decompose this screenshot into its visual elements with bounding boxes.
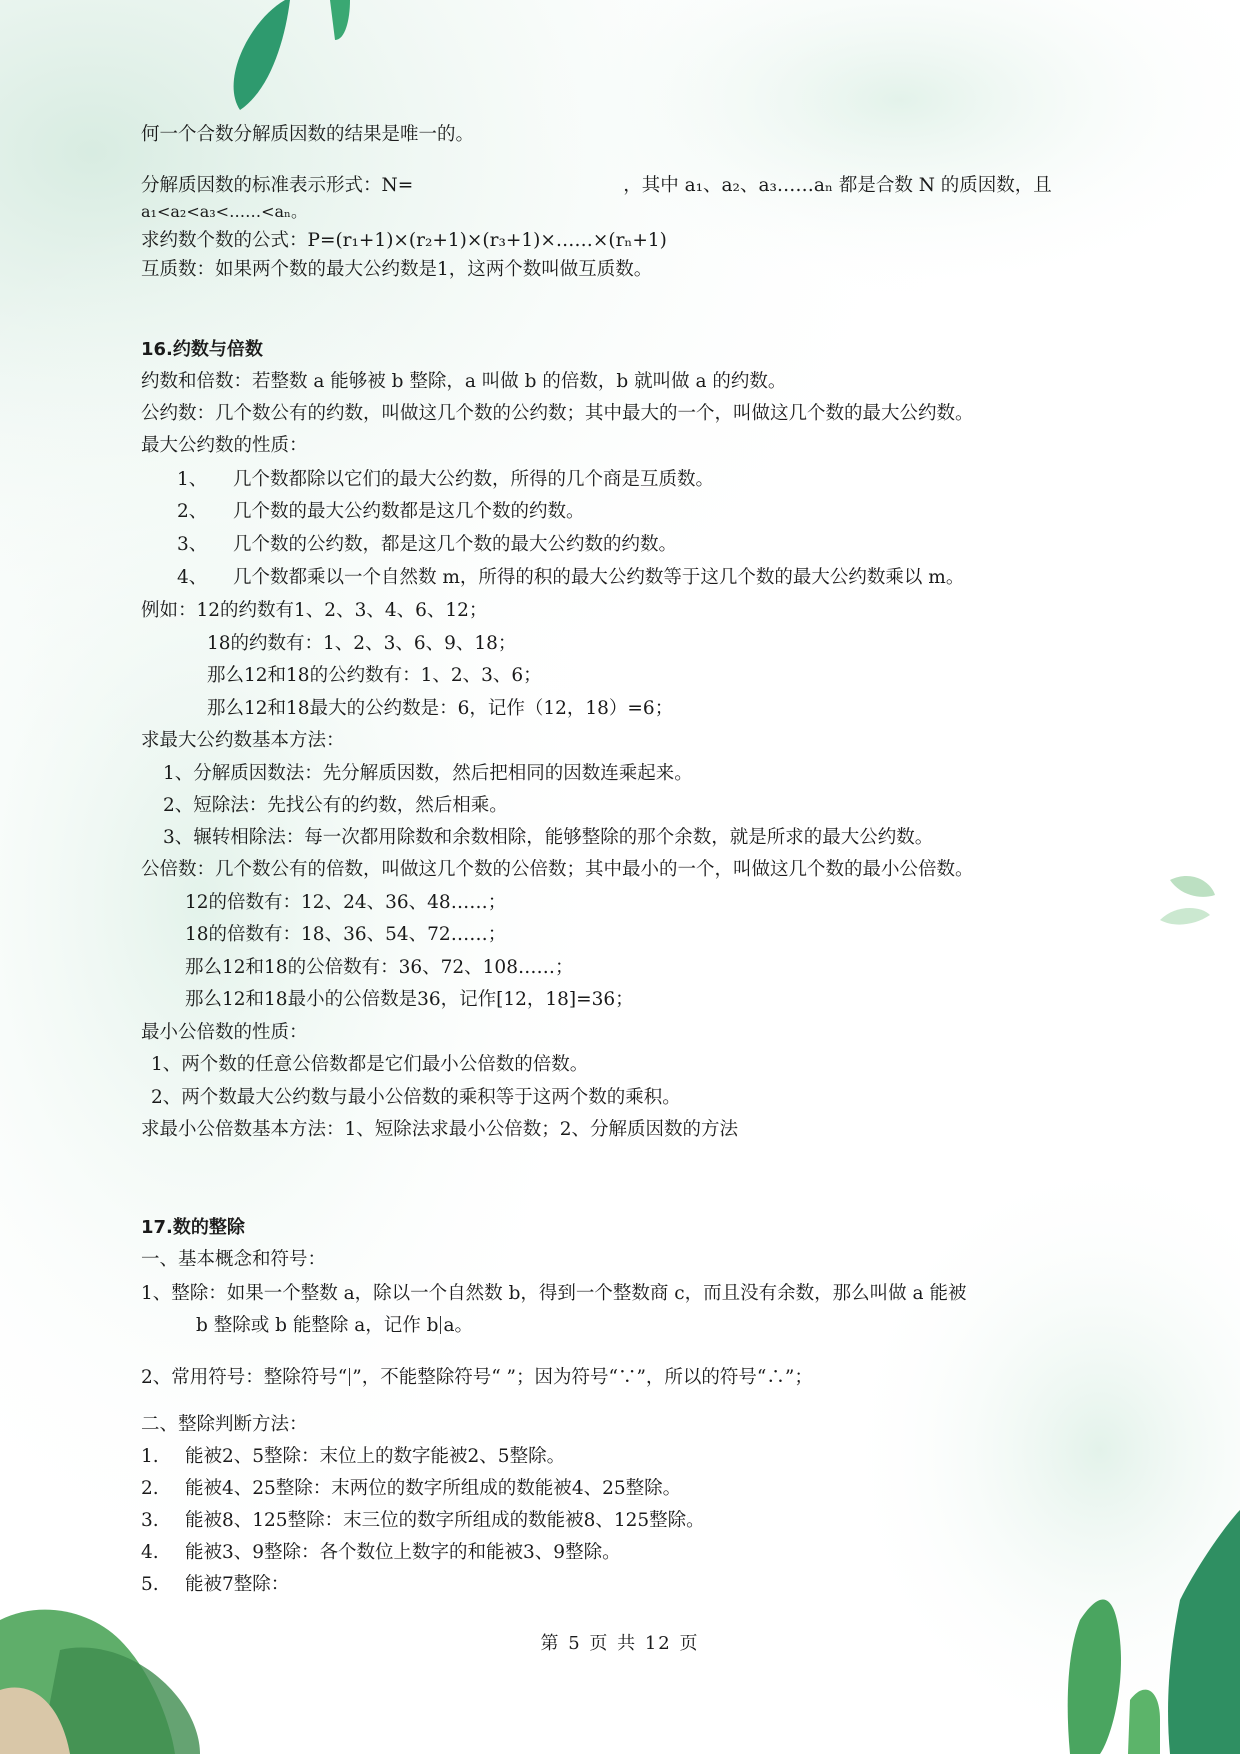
divides-bar-symbol — [349, 1368, 350, 1386]
list-text: 几个数都乘以一个自然数 m，所得的积的最大公约数等于这几个数的最大公约数乘以 m。 — [233, 567, 965, 588]
list-text: 能被7整除： — [185, 1574, 290, 1595]
list-number: 1、 — [177, 469, 208, 490]
list-number: 1. — [141, 1446, 159, 1467]
lcm-example-line: 那么12和18最小的公倍数是36，记作[12，18]=36； — [185, 989, 634, 1010]
gcd-prop-item — [177, 533, 677, 557]
std-form-prefix: 分解质因数的标准表示形式：N= — [141, 175, 414, 196]
text-divisibility-def-line2 — [196, 1314, 473, 1338]
list-number: 4、 — [177, 567, 208, 588]
text-divisor-multiple-def: 约数和倍数：若整数 a 能够被 b 整除，a 叫做 b 的倍数，b 就叫做 a 的约数。 — [141, 371, 787, 392]
rule-item — [141, 1541, 621, 1565]
text-common-symbols — [141, 1366, 813, 1390]
rule-item — [141, 1573, 289, 1597]
text-gcd-def: 公约数：几个数公有的约数，叫做这几个数的公约数；其中最大的一个，叫做这几个数的最大公约数。 — [141, 403, 974, 424]
text-part2-title: 二、整除判断方法： — [141, 1414, 308, 1435]
list-text: 能被4、25整除：末两位的数字所组成的数能被4、25整除。 — [185, 1478, 682, 1499]
rule-item — [141, 1445, 565, 1469]
text-unique-factorization: 何一个合数分解质因数的结果是唯一的。 — [141, 124, 475, 145]
gcd-example-line: 例如：12的约数有1、2、3、4、6、12； — [141, 600, 488, 621]
list-number: 5. — [141, 1574, 159, 1595]
text-std-form-order: a₁<a₂<a₃<……<aₙ。 — [141, 202, 307, 221]
gcd-method-item: 1、分解质因数法：先分解质因数，然后把相同的因数连乘起来。 — [163, 763, 693, 784]
list-text: 几个数都除以它们的最大公约数，所得的几个商是互质数。 — [233, 469, 715, 490]
gcd-method-item: 2、短除法：先找公有的约数，然后相乘。 — [163, 795, 508, 816]
list-number: 3、 — [177, 534, 208, 555]
list-number: 4. — [141, 1542, 159, 1563]
list-text: 能被8、125整除：末三位的数字所组成的数能被8、125整除。 — [185, 1510, 705, 1531]
lcm-example-line: 18的倍数有：18、36、54、72……； — [185, 924, 507, 945]
text-divisibility-def-line1: 1、整除：如果一个整数 a，除以一个自然数 b，得到一个整数商 c，而且没有余数，那么叫做 a 能被 — [141, 1283, 967, 1304]
page-footer: 第 5 页 共 12 页 — [540, 1633, 700, 1654]
gcd-example-line: 那么12和18的公约数有：1、2、3、6； — [207, 665, 542, 686]
gcd-prop-item — [177, 500, 585, 524]
text-lcm-methods: 求最小公倍数基本方法：1、短除法求最小公倍数；2、分解质因数的方法 — [141, 1119, 739, 1140]
text-gcd-methods-title: 求最大公约数基本方法： — [141, 730, 345, 751]
text-part1-title: 一、基本概念和符号： — [141, 1249, 327, 1270]
list-number: 3. — [141, 1510, 159, 1531]
gcd-example-line: 18的约数有：1、2、3、6、9、18； — [207, 633, 517, 654]
gcd-prop-item — [177, 468, 714, 492]
gcd-method-item: 3、辗转相除法：每一次都用除数和余数相除，能够整除的那个余数，就是所求的最大公约数。 — [163, 827, 934, 848]
text-gcd-props-title: 最大公约数的性质： — [141, 435, 308, 456]
section-16-title: 16.约数与倍数 — [141, 339, 263, 360]
rule-item — [141, 1477, 681, 1501]
lcm-example-line: 那么12和18的公倍数有：36、72、108……； — [185, 957, 574, 978]
list-text: 几个数的最大公约数都是这几个数的约数。 — [233, 501, 585, 522]
lcm-prop-item: 1、两个数的任意公倍数都是它们最小公倍数的倍数。 — [151, 1054, 589, 1075]
std-form-suffix: ，其中 a₁、a₂、a₃……aₙ 都是合数 N 的质因数，且 — [623, 175, 1052, 196]
def-line2-b: a。 — [443, 1315, 473, 1336]
text-lcm-props-title: 最小公倍数的性质： — [141, 1022, 308, 1043]
list-number: 2、 — [177, 501, 208, 522]
lcm-prop-item: 2、两个数最大公约数与最小公倍数的乘积等于这两个数的乘积。 — [151, 1087, 681, 1108]
text-coprime-def: 互质数：如果两个数的最大公约数是1，这两个数叫做互质数。 — [141, 259, 653, 280]
rule-item — [141, 1509, 705, 1533]
text-std-form — [141, 174, 1052, 198]
symbols-b: ”，不能整除符号“ ”；因为符号“∵”，所以的符号“∴”； — [352, 1367, 813, 1388]
def-line2-a: b 整除或 b 能整除 a，记作 b — [196, 1315, 439, 1336]
text-lcm-def: 公倍数：几个数公有的倍数，叫做这几个数的公倍数；其中最小的一个，叫做这几个数的最小公倍数。 — [141, 859, 974, 880]
gcd-prop-item — [177, 566, 964, 590]
text-divisor-count-formula: 求约数个数的公式：P=(r₁+1)×(r₂+1)×(r₃+1)×……×(rₙ+1) — [141, 230, 667, 251]
divides-bar-symbol — [440, 1316, 441, 1334]
section-17-title: 17.数的整除 — [141, 1217, 245, 1238]
symbols-a: 2、常用符号：整除符号“ — [141, 1367, 348, 1388]
gcd-example-line: 那么12和18最大的公约数是：6，记作（12，18）=6； — [207, 698, 674, 719]
lcm-example-line: 12的倍数有：12、24、36、48……； — [185, 892, 507, 913]
list-text: 能被2、5整除：末位上的数字能被2、5整除。 — [185, 1446, 566, 1467]
list-number: 2. — [141, 1478, 159, 1499]
list-text: 能被3、9整除：各个数位上数字的和能被3、9整除。 — [185, 1542, 621, 1563]
list-text: 几个数的公约数，都是这几个数的最大公约数的约数。 — [233, 534, 678, 555]
